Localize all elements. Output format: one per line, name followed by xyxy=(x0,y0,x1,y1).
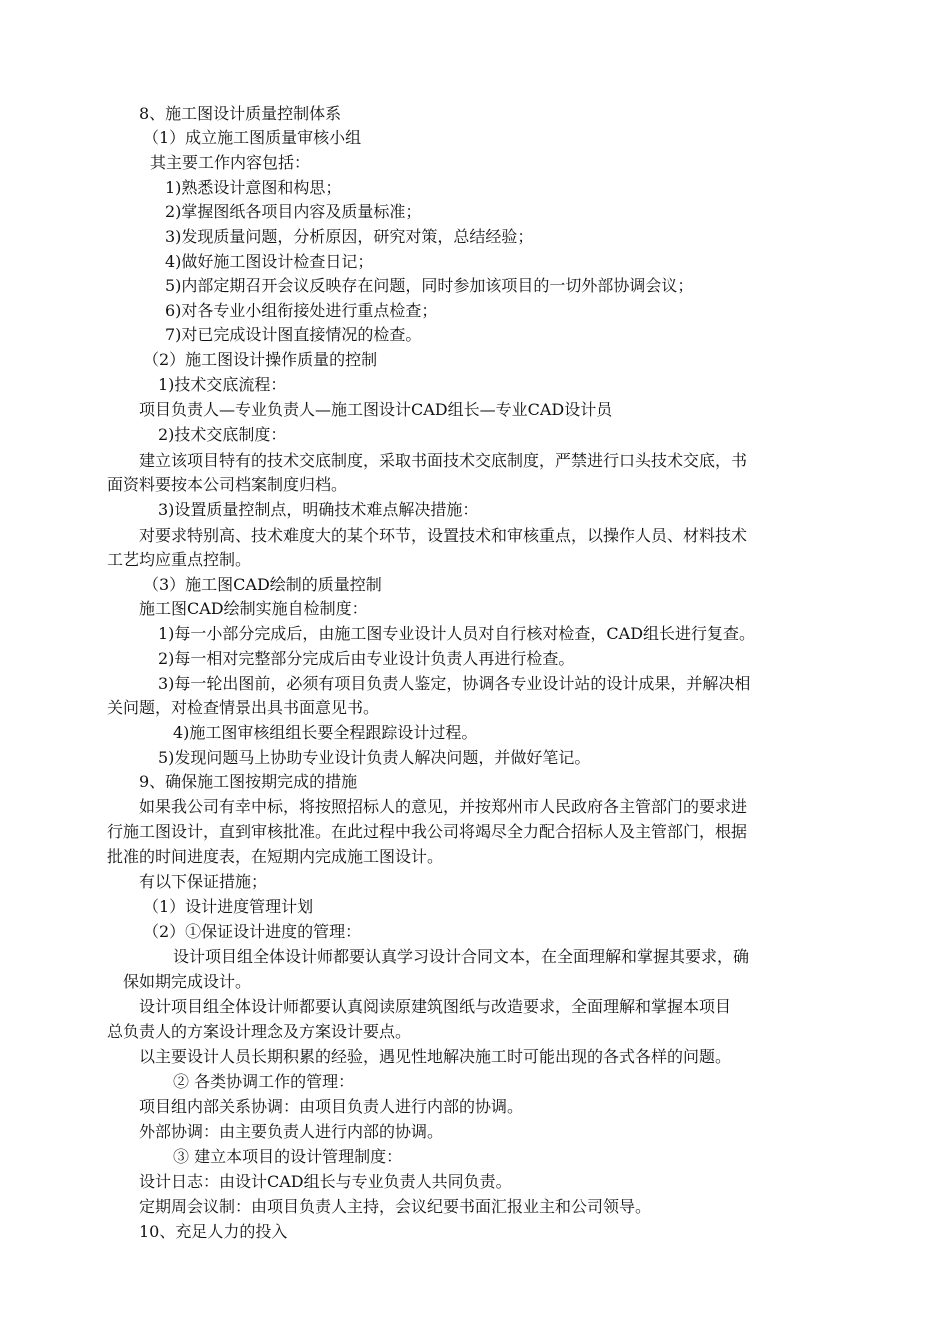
paragraph-line: 设计项目组全体设计师都要认真学习设计合同文本，在全面理解和掌握其要求，确 xyxy=(173,947,750,966)
section-heading-8: 8、施工图设计质量控制体系 xyxy=(139,104,342,123)
paragraph-line: 对要求特别高、技术难度大的某个环节，设置技术和审核重点，以操作人员、材料技术 xyxy=(139,526,748,545)
paragraph-line: 面资料要按本公司档案制度归档。 xyxy=(107,475,348,494)
paragraph-line: 施工图CAD绘制实施自检制度： xyxy=(139,599,368,618)
subsection-heading: （2）施工图设计操作质量的控制 xyxy=(143,350,378,369)
subsection-heading: （1）设计进度管理计划 xyxy=(143,897,314,916)
subsection-heading: （2）①保证设计进度的管理： xyxy=(143,922,362,941)
list-item: 2)技术交底制度： xyxy=(158,425,287,444)
paragraph-line: 关问题，对检查情景出具书面意见书。 xyxy=(107,698,380,717)
list-item: 4)施工图审核组组长要全程跟踪设计过程。 xyxy=(173,723,478,742)
paragraph-line: 有以下保证措施； xyxy=(139,872,268,891)
subsection-heading: ② 各类协调工作的管理： xyxy=(173,1072,355,1091)
list-item: 2)掌握图纸各项目内容及质量标准； xyxy=(165,202,422,221)
list-item: 1)技术交底流程： xyxy=(158,375,287,394)
paragraph-line: 批准的时间进度表，在短期内完成施工图设计。 xyxy=(107,847,444,866)
paragraph-line: 工艺均应重点控制。 xyxy=(107,550,252,569)
section-heading-10: 10、充足人力的投入 xyxy=(139,1222,288,1241)
list-item: 3)每一轮出图前，必须有项目负责人鉴定，协调各专业设计站的设计成果，并解决相 xyxy=(158,674,751,693)
list-item: 5)内部定期召开会议反映存在问题，同时参加该项目的一切外部协调会议； xyxy=(165,276,694,295)
paragraph-line: 以主要设计人员长期积累的经验，遇见性地解决施工时可能出现的各式各样的问题。 xyxy=(139,1047,732,1066)
list-item: 4)做好施工图设计检查日记； xyxy=(165,252,374,271)
paragraph-line: 如果我公司有幸中标，将按照招标人的意见，并按郑州市人民政府各主管部门的要求进 xyxy=(139,797,748,816)
list-item: 2)每一相对完整部分完成后由专业设计负责人再进行检查。 xyxy=(158,649,575,668)
list-item: 6)对各专业小组衔接处进行重点检查； xyxy=(165,301,438,320)
paragraph-line: 外部协调：由主要负责人进行内部的协调。 xyxy=(139,1122,444,1141)
paragraph-line: 建立该项目特有的技术交底制度，采取书面技术交底制度，严禁进行口头技术交底，书 xyxy=(139,451,748,470)
paragraph-line: 项目负责人—专业负责人—施工图设计CAD组长—专业CAD设计员 xyxy=(139,400,613,419)
paragraph-line: 定期周会议制：由项目负责人主持，会议纪要书面汇报业主和公司领导。 xyxy=(139,1197,652,1216)
paragraph-line: 其主要工作内容包括： xyxy=(150,153,311,172)
paragraph-line: 行施工图设计，直到审核批准。在此过程中我公司将竭尽全力配合招标人及主管部门，根据 xyxy=(107,822,748,841)
paragraph-line: 保如期完成设计。 xyxy=(123,972,252,991)
list-item: 5)发现问题马上协助专业设计负责人解决问题，并做好笔记。 xyxy=(158,748,591,767)
list-item: 1)每一小部分完成后，由施工图专业设计人员对自行核对检查，CAD组长进行复查。 xyxy=(158,624,756,643)
list-item: 3)发现质量问题，分析原因，研究对策，总结经验； xyxy=(165,227,534,246)
paragraph-line: 总负责人的方案设计理念及方案设计要点。 xyxy=(107,1022,412,1041)
list-item: 3)设置质量控制点，明确技术难点解决措施： xyxy=(158,500,479,519)
subsection-heading: （3）施工图CAD绘制的质量控制 xyxy=(143,575,382,594)
subsection-heading: （1）成立施工图质量审核小组 xyxy=(143,128,362,147)
section-heading-9: 9、确保施工图按期完成的措施 xyxy=(139,772,358,791)
paragraph-line: 项目组内部关系协调：由项目负责人进行内部的协调。 xyxy=(139,1097,524,1116)
paragraph-line: 设计日志：由设计CAD组长与专业负责人共同负责。 xyxy=(139,1172,512,1191)
list-item: 1)熟悉设计意图和构思； xyxy=(165,178,342,197)
list-item: 7)对已完成设计图直接情况的检查。 xyxy=(165,325,422,344)
paragraph-line: 设计项目组全体设计师都要认真阅读原建筑图纸与改造要求，全面理解和掌握本项目 xyxy=(139,997,732,1016)
subsection-heading: ③ 建立本项目的设计管理制度： xyxy=(173,1147,403,1166)
